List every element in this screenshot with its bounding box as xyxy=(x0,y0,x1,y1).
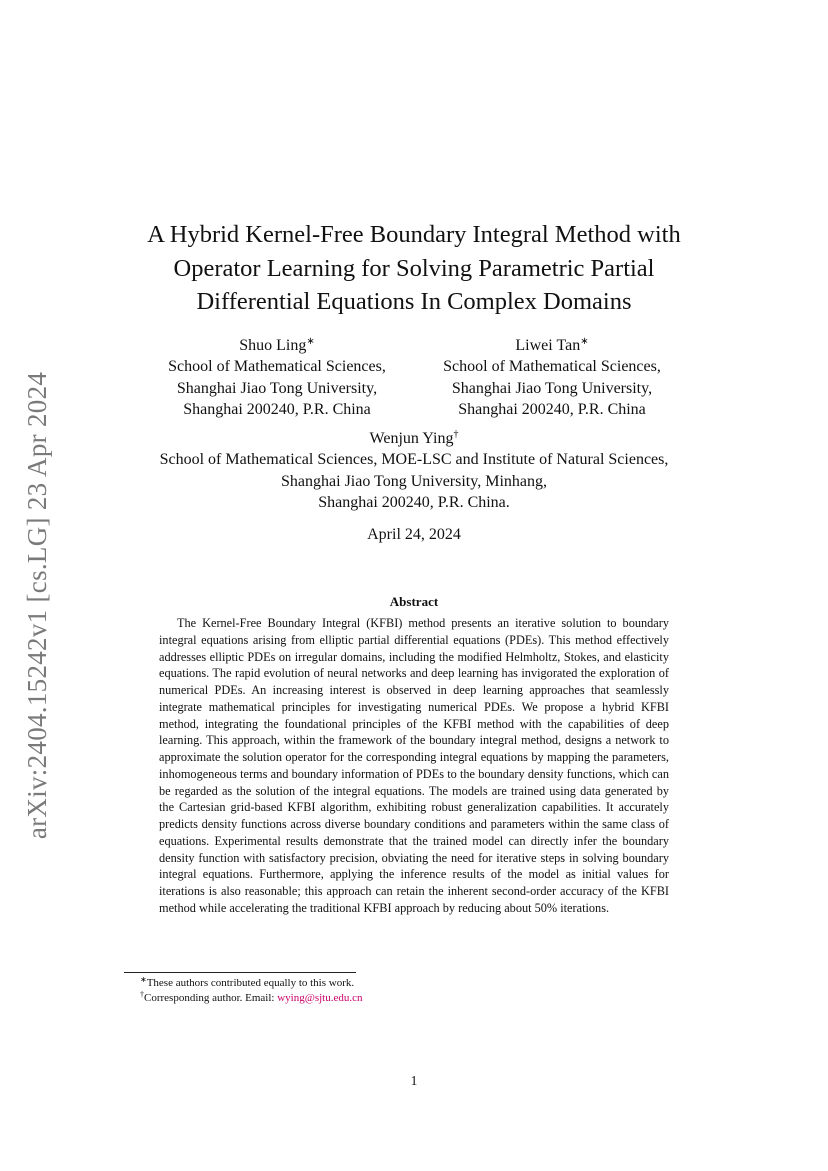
author-wenjun-ying xyxy=(120,428,708,513)
abstract-heading: Abstract xyxy=(389,594,439,609)
affiliation-line: Shanghai 200240, P.R. China xyxy=(183,400,371,418)
footnote-corresponding-author: †Corresponding author. Email: wying@sjtu.edu.cn xyxy=(140,989,363,1004)
arxiv-identifier-text: arXiv:2404.15242v1 [cs.LG] 23 Apr 2024 xyxy=(22,371,53,839)
title-line: Operator Learning for Solving Parametric Partial xyxy=(173,254,655,282)
affiliation-line: School of Mathematical Sciences, xyxy=(168,358,386,376)
affiliation-line: School of Mathematical Sciences, MOE-LSC and Institute of Natural Sciences, xyxy=(159,451,669,469)
affiliation-line: Shanghai Jiao Tong University, xyxy=(176,379,378,397)
paper-title xyxy=(130,218,698,319)
affiliation-line: Shanghai 200240, P.R. China. xyxy=(318,493,510,511)
abstract-body: The Kernel-Free Boundary Integral (KFBI) method presents an iterative solution to boundary integral equations arising from elliptic partial differential equations (PDEs). This method effectively addresses elliptic PDEs on irregular domains, including the modified Helmholtz, Stokes, and elasticity equations. The rapid evolution of neural networks and deep learning has invigorated the exploration of numerical PDEs. An increasing interest is observed in deep learning approaches that seamlessly integrate mathematical principles for investigating numerical PDEs. We propose a hybrid KFBI method, integrating the foundational principles of the KFBI method with the capabilities of deep learning. This approach, within the framework of the boundary integral method, designs a network to approximate the solution operator for the corresponding integral equations by mapping the parameters, inhomogeneous terms and boundary information of PDEs to the boundary density functions, which can be regarded as the solution of the integral equations. The models are trained using data generated by the Cartesian grid-based KFBI algorithm, exhibiting robust generalization capabilities. It accurately predicts density functions across diverse boundary conditions and parameters within the same class of equations. Experimental results demonstrate that the trained model can directly infer the boundary density function with satisfactory precision, obviating the need for iterative steps in solving boundary integral equations. Furthermore, applying the inference results of the model as initial values for iterations is also reasonable; this approach can retain the inherent second-order accuracy of the KFBI method while accelerating the traditional KFBI approach by reducing about 50% iterations. xyxy=(159,616,669,915)
title-line: A Hybrid Kernel-Free Boundary Integral Method with xyxy=(147,221,681,248)
email-link[interactable]: wying@sjtu.edu.cn xyxy=(277,991,363,1004)
affiliation-line: Shanghai Jiao Tong University, Minhang, xyxy=(281,472,547,490)
author-name: Wenjun Ying† xyxy=(369,429,459,447)
author-name: Liwei Tan∗ xyxy=(515,336,589,354)
footnote-divider xyxy=(124,972,356,973)
author-mark: ∗ xyxy=(306,336,315,347)
page-number: 1 xyxy=(410,1073,418,1088)
affiliation-line: School of Mathematical Sciences, xyxy=(443,358,661,376)
publication-date: April 24, 2024 xyxy=(367,526,461,543)
author-name: Shuo Ling∗ xyxy=(239,336,315,354)
affiliation-line: Shanghai 200240, P.R. China xyxy=(458,400,646,418)
affiliation-line: Shanghai Jiao Tong University, xyxy=(451,379,653,397)
author-mark: † xyxy=(453,429,459,440)
author-shuo-ling xyxy=(150,335,404,420)
author-mark: ∗ xyxy=(580,336,589,347)
title-line: Differential Equations In Complex Domains xyxy=(196,288,632,315)
footnotes xyxy=(124,976,704,1005)
author-liwei-tan xyxy=(425,335,679,420)
footnote-equal-contribution: ∗These authors contributed equally to this work. xyxy=(140,975,355,989)
